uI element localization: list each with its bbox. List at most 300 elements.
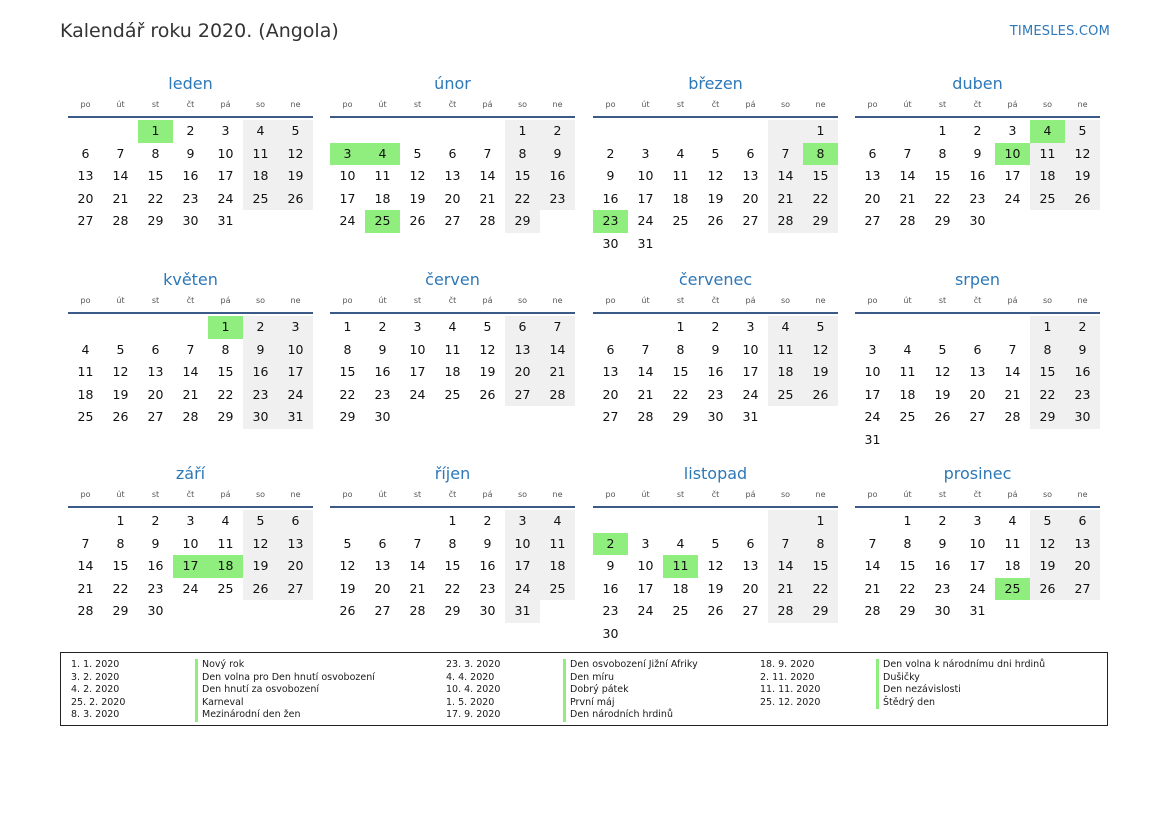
weekday-label: čt — [186, 296, 195, 305]
day-cell: 15 — [217, 364, 234, 379]
day-cell: 12 — [339, 558, 356, 573]
day-cell-empty — [628, 623, 663, 646]
day-cell: 21 — [864, 580, 881, 596]
week-row — [330, 316, 575, 339]
day-cell: 25 — [1030, 188, 1065, 211]
legend-date: 10. 4. 2020 — [446, 684, 501, 695]
day-cell: 30 — [147, 603, 164, 618]
day-cell: 20 — [742, 190, 759, 206]
week-row — [855, 429, 1100, 452]
day-cell-empty — [593, 510, 628, 533]
day-cell-empty — [855, 510, 890, 533]
week-row — [330, 361, 575, 384]
day-cell: 16 — [243, 361, 278, 384]
day-cell: 11 — [77, 364, 94, 379]
day-cell: 21 — [899, 190, 916, 206]
day-cell: 12 — [1065, 143, 1100, 166]
day-cell: 7 — [768, 143, 803, 166]
weekday-label: út — [116, 490, 125, 499]
day-cell: 4 — [540, 510, 575, 533]
day-cell-empty — [1030, 600, 1065, 623]
week-row — [593, 600, 838, 623]
day-cell: 11 — [217, 535, 234, 551]
day-cell: 8 — [448, 535, 457, 551]
day-cell: 28 — [768, 210, 803, 233]
day-cell-empty — [768, 510, 803, 533]
day-cell: 27 — [864, 213, 881, 228]
day-cell: 17 — [217, 168, 234, 183]
week-row — [330, 339, 575, 362]
legend-date: 4. 2. 2020 — [71, 684, 120, 695]
day-cell: 7 — [81, 535, 90, 551]
day-cell-empty — [505, 406, 540, 429]
day-cell: 20 — [742, 580, 759, 596]
day-cell: 19 — [112, 386, 129, 402]
weekday-label: ne — [552, 296, 563, 305]
day-cell-empty — [995, 316, 1030, 339]
day-cell-holiday: 17 — [173, 555, 208, 578]
day-cell: 26 — [339, 603, 356, 618]
day-cell: 30 — [969, 213, 986, 228]
day-cell: 11 — [540, 533, 575, 556]
day-cell: 1 — [505, 120, 540, 143]
legend-holiday-name: Dušičky — [883, 671, 920, 683]
day-cell: 12 — [112, 364, 129, 379]
weekday-label: ne — [290, 490, 301, 499]
week-row — [68, 210, 313, 233]
day-cell: 27 — [147, 409, 164, 424]
week-row — [330, 578, 575, 601]
day-cell: 27 — [77, 213, 94, 228]
day-cell: 12 — [278, 143, 313, 166]
day-cell-empty — [768, 120, 803, 143]
week-row — [593, 510, 838, 533]
day-cell: 15 — [899, 558, 916, 573]
month-name: srpen — [954, 270, 1001, 289]
legend-holiday-name: Den národních hrdinů — [570, 709, 673, 720]
day-cell: 25 — [243, 188, 278, 211]
day-cell: 7 — [641, 341, 650, 357]
day-cell: 19 — [339, 580, 356, 596]
day-cell-holiday: 25 — [995, 578, 1030, 601]
day-cell: 15 — [934, 168, 951, 183]
day-cell: 29 — [803, 210, 838, 233]
day-cell: 1 — [1030, 316, 1065, 339]
weekday-label: so — [780, 490, 791, 499]
weekday-label: pá — [1007, 100, 1018, 109]
day-cell-empty — [208, 600, 243, 623]
day-cell: 10 — [742, 341, 759, 357]
day-cell: 24 — [637, 603, 654, 618]
day-cell: 24 — [969, 580, 986, 596]
day-cell: 3 — [746, 319, 755, 334]
weekday-header — [855, 488, 1100, 502]
month-8 — [855, 268, 1100, 451]
day-cell-holiday: 1 — [138, 120, 173, 143]
day-cell: 6 — [1065, 510, 1100, 533]
day-cell: 20 — [278, 555, 313, 578]
day-cell: 30 — [479, 603, 496, 618]
day-cell: 10 — [505, 533, 540, 556]
day-cell: 24 — [864, 409, 881, 424]
day-cell: 11 — [768, 339, 803, 362]
legend-holiday-name: Nový rok — [202, 659, 245, 670]
weekday-header — [593, 294, 838, 308]
day-cell: 8 — [151, 145, 160, 161]
day-cell: 16 — [602, 190, 619, 206]
week-row — [855, 120, 1100, 143]
day-cell-empty — [278, 600, 313, 623]
day-cell: 4 — [448, 319, 457, 334]
day-cell: 23 — [243, 384, 278, 407]
day-cell: 22 — [217, 386, 234, 402]
day-cell-empty — [855, 316, 890, 339]
weekday-label: po — [605, 490, 616, 499]
week-row — [68, 533, 313, 556]
legend-holiday-name: Mezinárodní den žen — [202, 709, 301, 720]
week-row — [855, 406, 1100, 429]
day-cell: 20 — [147, 386, 164, 402]
day-cell: 17 — [864, 386, 881, 402]
legend-date: 25. 2. 2020 — [71, 696, 126, 708]
day-cell: 26 — [707, 603, 724, 618]
weekday-label: ne — [1077, 490, 1088, 499]
weekday-header — [855, 98, 1100, 112]
day-cell-empty — [400, 120, 435, 143]
day-cell: 22 — [899, 580, 916, 596]
day-cell: 25 — [77, 409, 94, 424]
weekday-label: pá — [745, 490, 756, 499]
month-name: prosinec — [943, 464, 1012, 483]
day-cell-holiday: 8 — [803, 143, 838, 166]
month-12 — [855, 462, 1100, 623]
day-cell: 8 — [505, 143, 540, 166]
day-cell: 22 — [112, 580, 129, 596]
week-row — [855, 510, 1100, 533]
day-cell-empty — [173, 316, 208, 339]
day-cell: 12 — [243, 533, 278, 556]
weekday-label: st — [151, 296, 160, 305]
day-cell: 28 — [77, 603, 94, 618]
weekday-header — [593, 98, 838, 112]
day-cell: 4 — [243, 120, 278, 143]
day-cell: 6 — [151, 341, 160, 357]
month-name: říjen — [434, 464, 471, 483]
day-cell-empty — [365, 510, 400, 533]
day-cell: 24 — [742, 386, 759, 402]
week-row — [593, 339, 838, 362]
day-cell: 13 — [374, 558, 391, 573]
month-name: únor — [434, 74, 471, 93]
day-cell: 16 — [479, 558, 496, 573]
weekday-label: po — [342, 100, 353, 109]
day-cell: 10 — [409, 341, 426, 357]
day-cell: 25 — [768, 384, 803, 407]
weekday-header — [68, 294, 313, 308]
weekday-label: po — [342, 296, 353, 305]
day-cell: 9 — [483, 535, 492, 551]
week-row — [593, 555, 838, 578]
weekday-label: čt — [186, 490, 195, 499]
weekday-label: út — [378, 490, 387, 499]
month-divider — [330, 506, 575, 508]
day-cell-empty — [400, 406, 435, 429]
day-cell-empty — [663, 510, 698, 533]
day-cell: 10 — [182, 535, 199, 551]
week-row — [68, 316, 313, 339]
day-cell: 18 — [374, 190, 391, 206]
day-cell: 24 — [505, 578, 540, 601]
week-row — [330, 143, 575, 166]
day-cell: 13 — [742, 558, 759, 573]
day-cell: 3 — [186, 513, 195, 528]
day-cell: 23 — [707, 386, 724, 402]
legend-holiday-name: Den míru — [570, 671, 615, 683]
day-cell: 19 — [803, 361, 838, 384]
week-row — [593, 316, 838, 339]
day-cell: 15 — [672, 364, 689, 379]
day-cell: 10 — [864, 364, 881, 379]
day-cell: 4 — [221, 513, 230, 528]
day-cell: 23 — [1065, 384, 1100, 407]
day-cell: 2 — [606, 145, 615, 161]
weekday-label: pá — [1007, 296, 1018, 305]
day-cell: 21 — [409, 580, 426, 596]
legend-date-column — [446, 659, 500, 722]
legend-date-column — [71, 659, 125, 722]
day-cell: 17 — [637, 580, 654, 596]
day-cell: 21 — [77, 580, 94, 596]
day-cell: 28 — [540, 384, 575, 407]
day-cell: 24 — [1004, 190, 1021, 206]
weekday-label: po — [605, 296, 616, 305]
day-cell-empty — [1030, 210, 1065, 233]
day-cell-holiday: 11 — [663, 555, 698, 578]
day-cell: 25 — [217, 580, 234, 596]
holiday-legend — [60, 652, 1108, 726]
weekday-label: út — [641, 100, 650, 109]
site-link[interactable]: TIMESLES.COM — [1009, 24, 1110, 39]
weekday-label: út — [903, 100, 912, 109]
day-cell: 22 — [339, 386, 356, 402]
weekday-label: so — [1042, 296, 1053, 305]
weekday-label: ne — [1077, 296, 1088, 305]
day-cell: 26 — [479, 386, 496, 402]
day-cell: 29 — [505, 210, 540, 233]
day-cell: 7 — [768, 533, 803, 556]
weekday-label: po — [867, 296, 878, 305]
day-cell: 9 — [938, 535, 947, 551]
weekday-label: po — [80, 296, 91, 305]
day-cell-empty — [243, 210, 278, 233]
day-cell: 1 — [938, 123, 947, 138]
day-cell: 22 — [444, 580, 461, 596]
day-cell-empty — [768, 623, 803, 646]
day-cell: 23 — [374, 386, 391, 402]
day-cell: 16 — [540, 165, 575, 188]
weekday-label: čt — [711, 296, 720, 305]
day-cell: 31 — [969, 603, 986, 618]
day-cell: 2 — [483, 513, 492, 528]
legend-date: 8. 3. 2020 — [71, 709, 120, 720]
week-row — [330, 120, 575, 143]
week-row — [68, 406, 313, 429]
day-cell: 8 — [116, 535, 125, 551]
day-cell-empty — [400, 510, 435, 533]
day-cell-empty — [733, 233, 768, 256]
weekday-label: so — [1042, 100, 1053, 109]
week-row — [593, 578, 838, 601]
month-divider — [593, 506, 838, 508]
day-cell: 27 — [1065, 578, 1100, 601]
month-5 — [68, 268, 313, 429]
week-row — [68, 143, 313, 166]
day-cell: 20 — [374, 580, 391, 596]
week-row — [330, 210, 575, 233]
month-3 — [593, 72, 838, 255]
day-cell: 28 — [409, 603, 426, 618]
weekday-label: čt — [448, 100, 457, 109]
legend-holiday-name: Štědrý den — [883, 696, 936, 708]
day-cell: 27 — [742, 213, 759, 228]
day-cell: 24 — [182, 580, 199, 596]
day-cell: 14 — [182, 364, 199, 379]
day-cell: 11 — [672, 168, 689, 183]
day-cell: 24 — [217, 190, 234, 206]
day-cell: 20 — [77, 190, 94, 206]
legend-holiday-name: Karneval — [202, 696, 244, 708]
day-cell: 16 — [707, 364, 724, 379]
day-cell: 4 — [768, 316, 803, 339]
day-cell: 9 — [243, 339, 278, 362]
week-row — [330, 555, 575, 578]
month-divider — [330, 312, 575, 314]
week-row — [330, 533, 575, 556]
legend-holiday-name: Den osvobození Jižní Afriky — [570, 659, 698, 670]
day-cell: 31 — [637, 235, 654, 251]
day-cell: 17 — [339, 190, 356, 206]
day-cell: 11 — [374, 168, 391, 183]
day-cell-empty — [68, 510, 103, 533]
weekday-header — [330, 98, 575, 112]
month-name: leden — [168, 74, 213, 93]
week-row — [593, 188, 838, 211]
day-cell: 25 — [540, 578, 575, 601]
week-row — [330, 165, 575, 188]
day-cell-empty — [1065, 429, 1100, 452]
day-cell: 15 — [339, 364, 356, 379]
weekday-label: čt — [448, 490, 457, 499]
day-cell: 29 — [147, 213, 164, 228]
day-cell: 14 — [768, 165, 803, 188]
weekday-label: čt — [973, 100, 982, 109]
day-cell-empty — [628, 510, 663, 533]
day-cell: 3 — [973, 513, 982, 528]
day-cell: 4 — [676, 145, 685, 161]
day-cell: 22 — [803, 188, 838, 211]
day-cell: 2 — [243, 316, 278, 339]
day-cell: 26 — [803, 384, 838, 407]
week-row — [330, 600, 575, 623]
day-cell: 23 — [147, 580, 164, 596]
day-cell: 18 — [77, 386, 94, 402]
day-cell: 8 — [343, 341, 352, 357]
day-cell: 9 — [540, 143, 575, 166]
day-cell-empty — [733, 510, 768, 533]
day-cell-empty — [698, 233, 733, 256]
day-cell: 17 — [637, 190, 654, 206]
day-cell: 9 — [606, 558, 615, 573]
day-cell: 22 — [803, 578, 838, 601]
day-cell: 20 — [969, 386, 986, 402]
day-cell: 17 — [1004, 168, 1021, 183]
weekday-label: st — [676, 296, 685, 305]
day-cell-empty — [663, 120, 698, 143]
week-row — [68, 188, 313, 211]
day-cell: 24 — [637, 213, 654, 228]
legend-date: 1. 1. 2020 — [71, 659, 120, 670]
day-cell: 12 — [707, 558, 724, 573]
day-cell: 29 — [672, 409, 689, 424]
week-row — [68, 600, 313, 623]
day-cell: 17 — [969, 558, 986, 573]
day-cell: 13 — [147, 364, 164, 379]
day-cell: 19 — [1065, 165, 1100, 188]
week-row — [593, 143, 838, 166]
day-cell: 26 — [278, 188, 313, 211]
day-cell: 30 — [374, 409, 391, 424]
day-cell: 7 — [903, 145, 912, 161]
day-cell: 27 — [278, 578, 313, 601]
day-cell: 6 — [448, 145, 457, 161]
legend-holiday-name: První máj — [570, 696, 615, 708]
weekday-label: so — [780, 100, 791, 109]
weekday-label: čt — [448, 296, 457, 305]
day-cell: 4 — [903, 341, 912, 357]
legend-holiday-name: Den volna k národnímu dni hrdinů — [883, 659, 1046, 670]
day-cell: 19 — [243, 555, 278, 578]
month-divider — [68, 312, 313, 314]
day-cell: 3 — [1008, 123, 1017, 138]
day-cell: 25 — [672, 603, 689, 618]
day-cell-empty — [995, 600, 1030, 623]
day-cell: 9 — [606, 168, 615, 183]
day-cell-empty — [803, 233, 838, 256]
weekday-label: st — [938, 296, 947, 305]
day-cell: 18 — [672, 190, 689, 206]
day-cell: 16 — [602, 580, 619, 596]
day-cell-empty — [1065, 210, 1100, 233]
day-cell-holiday: 2 — [593, 533, 628, 556]
legend-date: 18. 9. 2020 — [760, 659, 815, 670]
day-cell: 16 — [1065, 361, 1100, 384]
day-cell: 4 — [676, 535, 685, 551]
week-row — [855, 384, 1100, 407]
weekday-label: čt — [973, 296, 982, 305]
week-row — [855, 188, 1100, 211]
day-cell: 23 — [479, 580, 496, 596]
day-cell: 7 — [186, 341, 195, 357]
day-cell: 28 — [1004, 409, 1021, 424]
day-cell: 19 — [479, 364, 496, 379]
weekday-label: so — [517, 490, 528, 499]
day-cell: 8 — [221, 341, 230, 357]
day-cell: 25 — [444, 386, 461, 402]
week-row — [593, 233, 838, 256]
day-cell: 17 — [278, 361, 313, 384]
day-cell: 23 — [934, 580, 951, 596]
weekday-label: st — [151, 490, 160, 499]
